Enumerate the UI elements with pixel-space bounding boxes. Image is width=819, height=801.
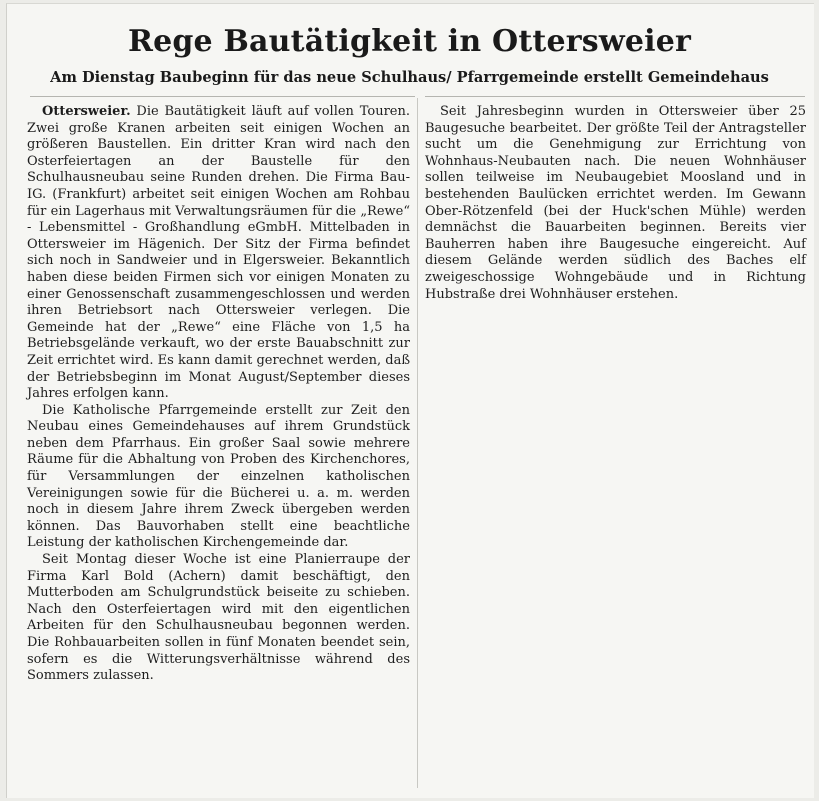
headline: Rege Bautätigkeit in Ottersweier [127, 24, 692, 59]
column-divider [417, 98, 418, 788]
paragraph-1-text: Die Bautätigkeit läuft auf vollen Touren. Zwei große Kranen arbeiten seit einigen Wochen an größeren Baustellen. Ein dritter Kran wird nach den Osterfeiertagen an der Baustelle für den Schulhausneubau seine Runden drehen. Die Firma Bau-IG. (Frankfurt) arbeitet seit einigen Wochen am Rohbau für ein Lagerhaus mit Verwaltungsräumen für die „Rewe“ - Lebensmittel - Großhandlung eGmbH. Mittelbaden in Ottersweier im Hägenich. Der Sitz der Firma befindet sich noch in Sandweier und in Elgersweier. Bekanntlich haben diese beiden Firmen sich vor einigen Monaten zu einer Genossenschaft zusammengeschlossen und werden ihren Betriebsort nach Ottersweier verlegen. Die Gemeinde hat der „Rewe“ eine Fläche von 1,5 ha Betriebsgelände verkauft, wo der erste Bauabschnitt zur Zeit errichtet wird. Es kann damit gerechnet werden, daß der Betriebsbeginn im Monat August/September dieses Jahres erfolgen kann. [27, 104, 410, 402]
left-column [27, 104, 410, 685]
right-column [425, 104, 806, 303]
rule-left [30, 96, 415, 97]
paragraph-2: Die Katholische Pfarrgemeinde erstellt zur Zeit den Neubau eines Gemeindehauses auf ihrem Grundstück neben dem Pfarrhaus. Ein großer Saal sowie mehrere Räume für die Abhaltung von Proben des Kirchenchores, für Versammlungen der einzelnen katholischen Vereinigungen sowie für die Bücherei u. a. m. werden noch in diesem Jahre ihrem Zweck übergeben werden können. Das Bauvorhaben stellt eine beachtliche Leistung der katholischen Kirchengemeinde dar. [27, 402, 410, 551]
dateline: Ottersweier. [42, 104, 131, 119]
rule-right [425, 96, 805, 97]
paragraph-4: Seit Jahresbeginn wurden in Ottersweier über 25 Baugesuche bearbeitet. Der größte Teil der Antragsteller sucht um die Genehmigung zur Errichtung von Wohnhaus-Neubauten nach. Die neuen Wohnhäuser sollen teilweise im Neubaugebiet Moosland und in bestehenden Baulücken errichtet werden. Im Gewann Ober-Rötzenfeld (bei der Huck'schen Mühle) werden demnächst die Bauarbeiten beginnen. Bereits vier Bauherren haben ihre Baugesuche eingereicht. Auf diesem Gelände werden südlich des Baches elf zweigeschossige Wohngebäude und in Richtung Hubstraße drei Wohnhäuser erstehen. [425, 104, 806, 302]
paragraph-1 [27, 104, 410, 403]
subheadline: Am Dienstag Baubeginn für das neue Schulhaus/ Pfarrgemeinde erstellt Gemeindehaus [50, 69, 769, 86]
paragraph-3: Seit Montag dieser Woche ist eine Planierraupe der Firma Karl Bold (Achern) damit beschäftigt, den Mutterboden am Schulgrundstück beiseite zu schieben. Nach den Osterfeiertagen wird mit den eigentlichen Arbeiten für den Schulhausneubau begonnen werden. Die Rohbauarbeiten sollen in fünf Monaten beendet sein, sofern es die Witterungsverhältnisse während des Sommers zulassen. [27, 552, 410, 684]
